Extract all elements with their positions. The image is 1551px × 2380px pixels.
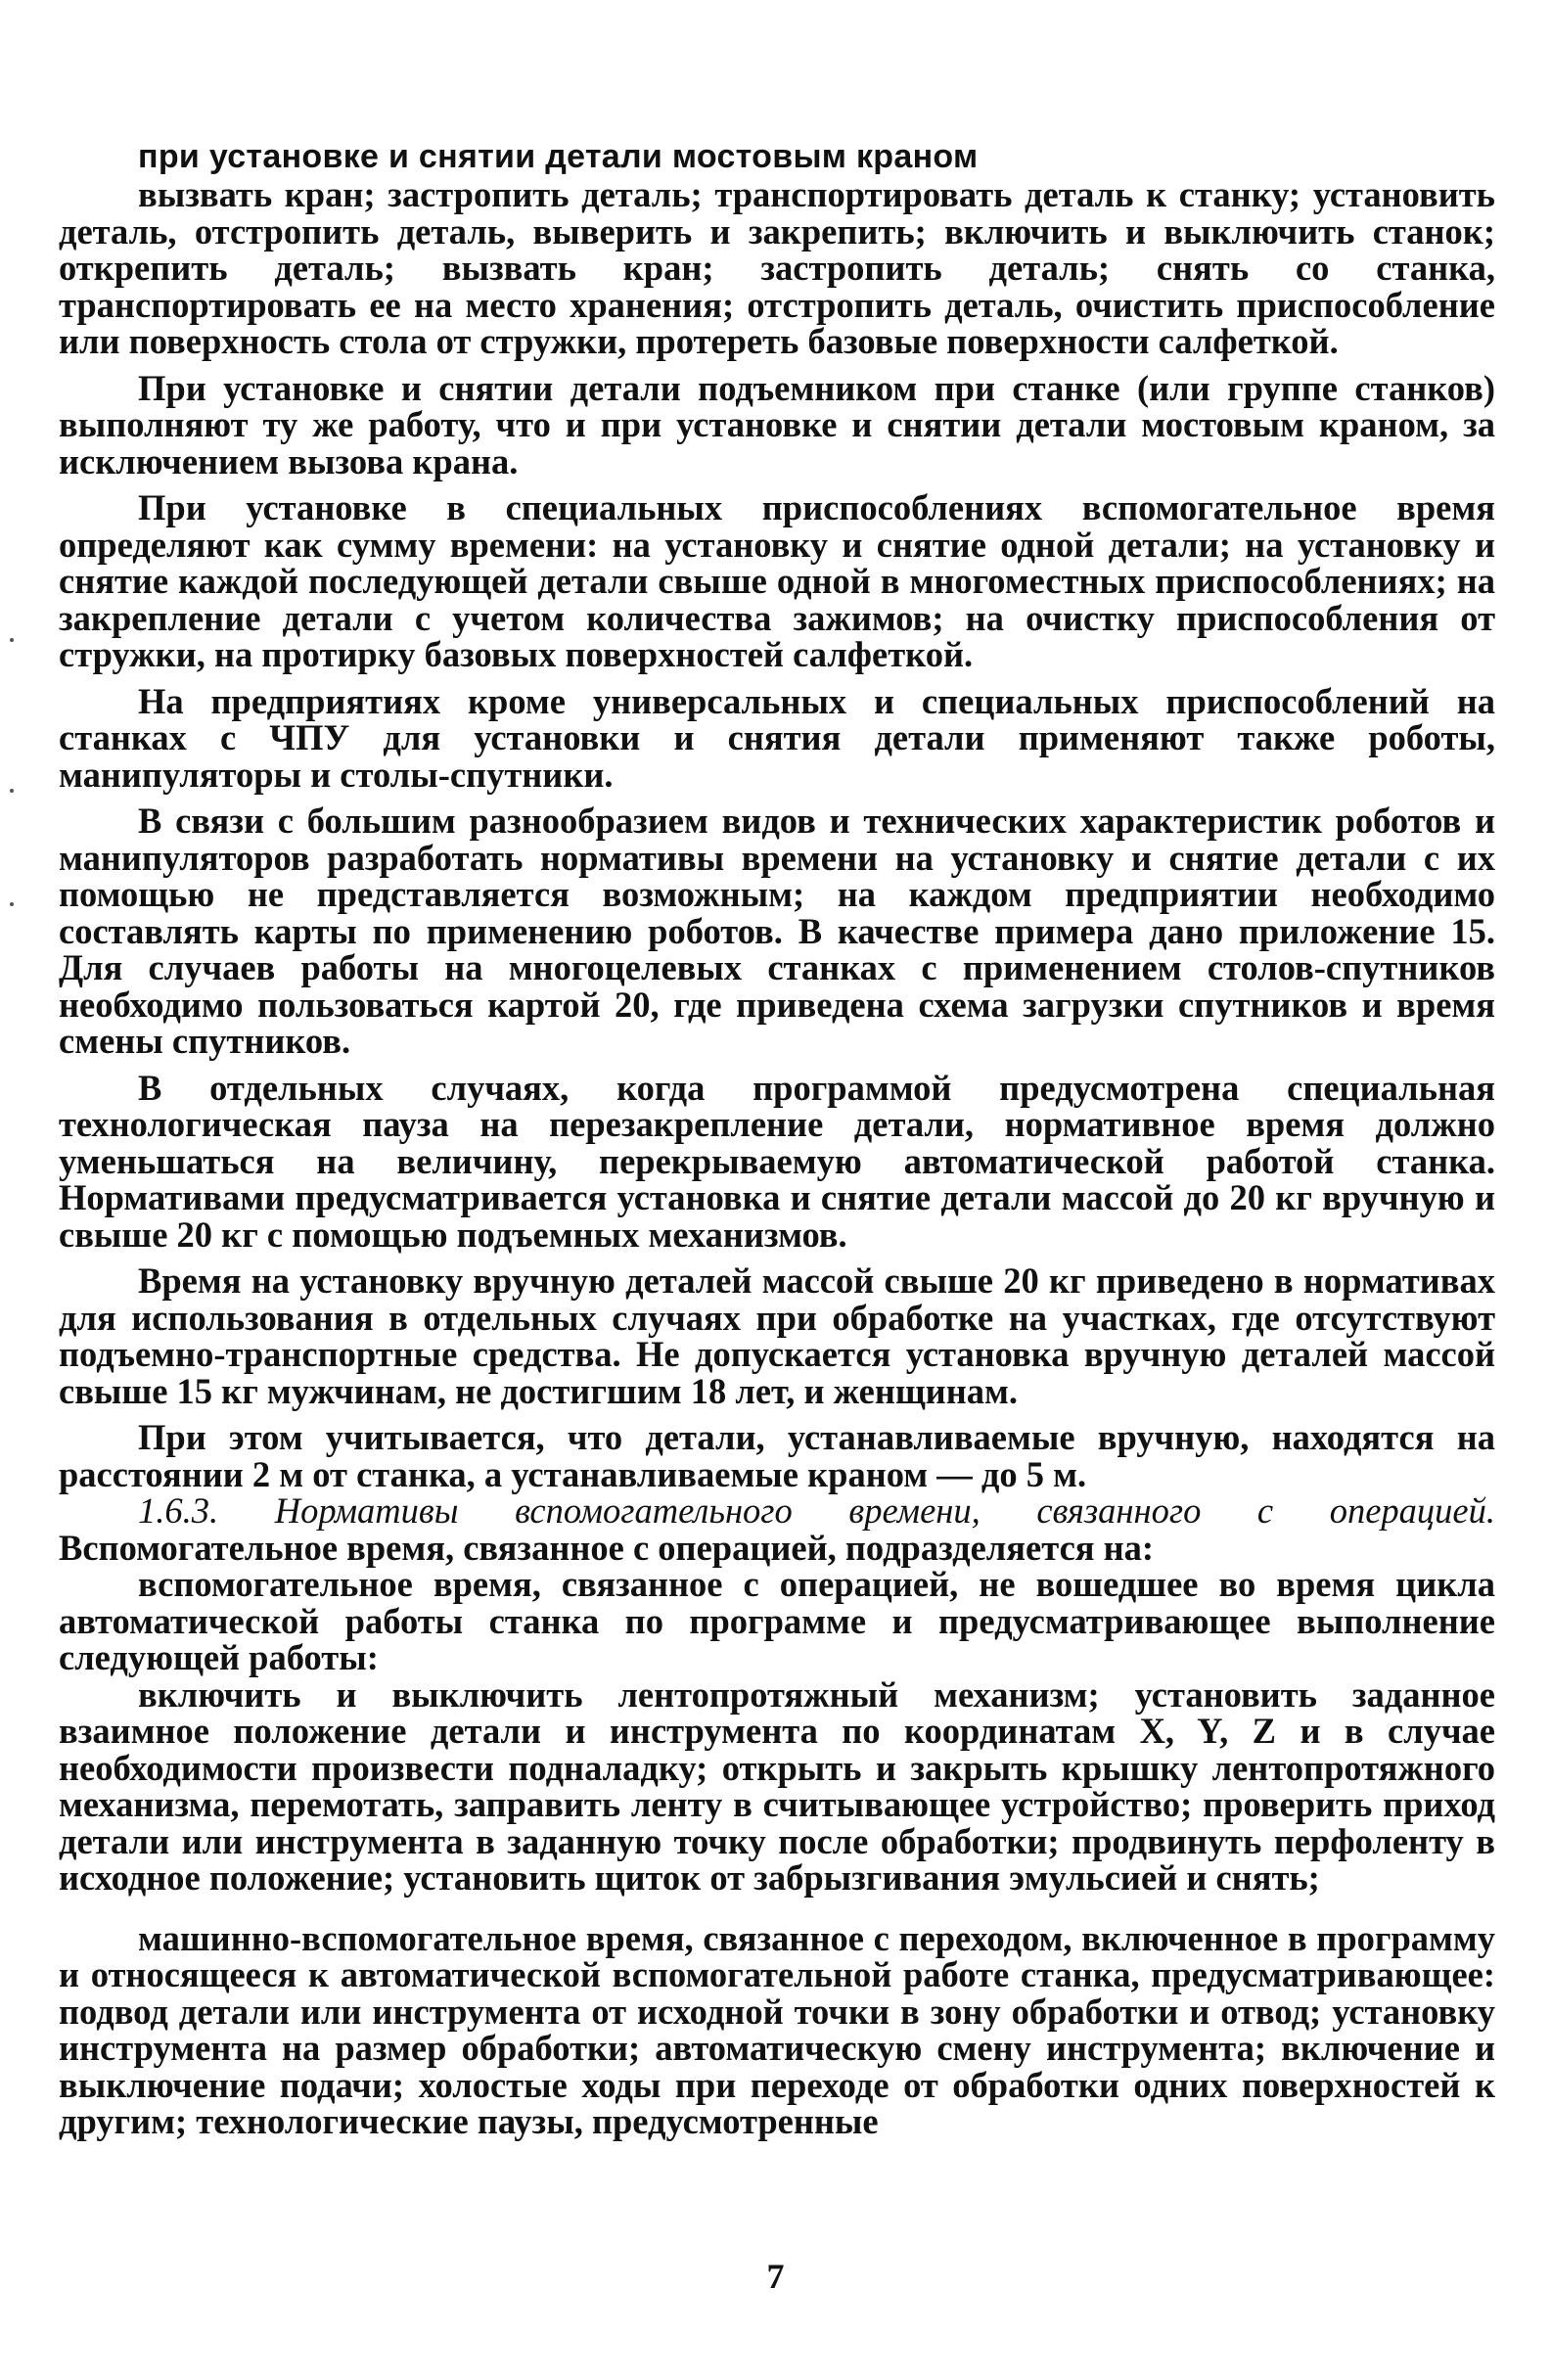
section-lead: Вспомогательное время, связанное с операцией, подразделяется на: [59, 1527, 1155, 1568]
paragraph-technological-pause: В отдельных случаях, когда программой предусмотрена специальная технологическая пауза на перезакрепление детали, нормативное время должно уменьшаться на величину, перекрываемую автоматической работой станка. Нормативами предусматривается установка и снятие детали массой до 20 кг вручную и свыше 20 кг с помощью подъемных механизмов. [59, 1067, 1495, 1255]
paragraph-machine-aux-time: машинно-вспомогательное время, связанное с переходом, включенное в программу и относящееся к автоматической вспомогательной работе станка, предусматривающее: подвод детали или инструмента от исходной точки в зону обработки и отвод; установку инструмента на размер обработки; автоматическую смену инструмента; включение и выключение подачи; холостые ходы при переходе от обработки одних поверхностей к другим; технологические паузы, предусмотренные [59, 1917, 1495, 2141]
subsection-heading: при установке и снятии детали мостовым краном [138, 138, 979, 175]
paragraph-special-fixtures: При установке в специальных приспособлениях вспомогательное время определяют как сумму времени: на установку и снятие одной детали; на установку и снятие каждой последующей детали свыше одной в многоместных приспособлениях; на закрепление детали с учетом количества зажимов; на очистку приспособления от стружки, на протирку базовых поверхностей салфеткой. [59, 487, 1495, 674]
margin-mark [10, 902, 14, 906]
paragraph-lift: При установке и снятии детали подъемником при станке (или группе станков) выполняют ту же работу, что и при установке и снятии детали мостовым краном, за исключением вызова крана. [59, 367, 1495, 481]
paragraph-robots-norms: В связи с большим разнообразием видов и технических характеристик роботов и манипуляторов разработать нормативы времени на установку и снятие детали с их помощью не представляется возможным; на каждом предприятии необходимо составлять карты по применению роботов. В качестве примера дано приложение 15. Для случаев работы на многоцелевых станках с применением столов-спутников необходимо пользоваться картой 20, где приведена схема загрузки спутников и время смены спутников. [59, 801, 1495, 1061]
paragraph-robots-intro: На предприятиях кроме универсальных и специальных приспособлений на станках с ЧПУ для установки и снятия детали применяют также роботы, манипуляторы и столы-спутники. [59, 680, 1495, 795]
section-title: 1.6.3. Нормативы вспомогательного времени, связанного с операцией. [138, 1490, 1495, 1531]
paragraph-manual-install: Время на установку вручную деталей массой свыше 20 кг приведено в нормативах для использования в отдельных случаях при обработке на участках, где отсутствуют подъемно-транспортные средства. Не допускается установка вручную деталей массой свыше 15 кг мужчинам, не достигшим 18 лет, и женщинам. [59, 1260, 1495, 1411]
margin-mark [10, 789, 14, 793]
paragraph-distance: При этом учитывается, что детали, устанавливаемые вручную, находятся на расстоянии 2 м от станка, а устанавливаемые краном — до 5 м. [59, 1417, 1495, 1494]
document-page [59, 137, 1495, 2140]
paragraph-crane-steps: вызвать кран; застропить деталь; транспортировать деталь к станку; установить деталь, отстропить деталь, выверить и закрепить; включить и выключить станок; открепить деталь; вызвать кран; застропить деталь; снять со станка, транспортировать ее на место хранения; отстропить деталь, очистить приспособление или поверхность стола от стружки, протереть базовые поверхности салфеткой. [59, 174, 1495, 361]
paragraph-aux-time-def: вспомогательное время, связанное с операцией, не вошедшее во время цикла автоматической работы станка по программе и предусматривающее выполнение следующей работы: [59, 1564, 1495, 1677]
margin-mark [10, 638, 14, 642]
paragraph-aux-time-tasks: включить и выключить лентопротяжный механизм; установить заданное взаимное положение детали и инструмента по координатам X, Y, Z и в случае необходимости произвести подналадку; открыть и закрыть крышку лентопротяжного механизма, перемотать, заправить ленту в считывающее устройство; проверить приход детали или инструмента в заданную точку после обработки; продвинуть перфоленту в исходное положение; установить щиток от забрызгивания эмульсией и снять; [59, 1673, 1495, 1898]
section-paragraph [59, 1492, 1495, 1566]
page-number: 7 [766, 2257, 785, 2296]
